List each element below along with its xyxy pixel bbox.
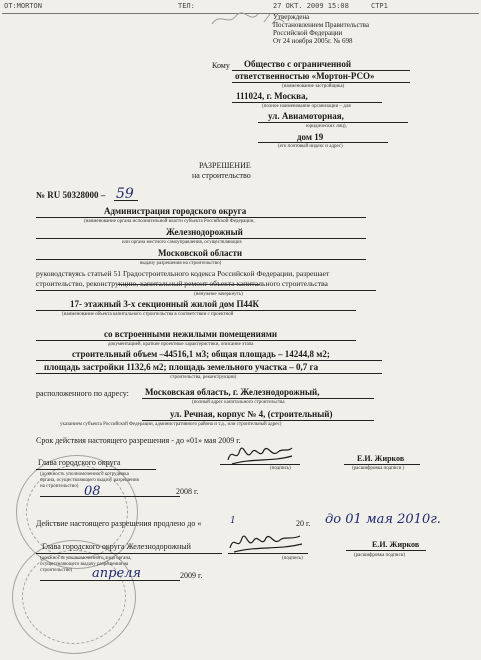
underline: [40, 496, 180, 497]
issuer-caption3: выдачу разрешения на строительство): [140, 261, 222, 266]
location-addr2: ул. Речная, корпус № 4, (строительный): [170, 409, 333, 419]
underline: [36, 360, 382, 361]
fax-page: СТР1: [371, 2, 388, 10]
underline: [258, 122, 408, 123]
fax-from: OT:MORTON: [4, 2, 42, 10]
underline: [344, 464, 420, 465]
underline: [232, 82, 410, 83]
underline: [36, 373, 382, 374]
basis-line2: строительство, реконструкцию, капитальный ремонт объекта капитального строительства: [36, 279, 328, 288]
addressee-name2: ответственностью «Мортон-РСО»: [235, 71, 375, 81]
underline: [36, 217, 366, 218]
extension-text: Действие настоящего разрешения продлено до «: [36, 519, 202, 528]
basis-caption: (ненужное зачеркнуть): [194, 292, 243, 297]
addressee-house: дом 19: [297, 132, 324, 142]
extension-date-handwritten: до 01 мая 2010г.: [325, 512, 441, 527]
permit-number: № RU 50328000 –: [36, 190, 106, 200]
signature2-name-caption: (расшифровка подписи): [354, 553, 406, 558]
underline: [36, 310, 356, 311]
signature2-sign-caption: (подпись): [282, 556, 303, 561]
addressee-komu: Кому: [212, 61, 230, 70]
addressee-street: ул. Авиамоторная,: [268, 111, 344, 121]
underline: [232, 102, 382, 103]
location-label: расположенного по адресу:: [36, 389, 129, 398]
object-name: 17- этажный 3-х секционный жилой дом П44К: [70, 299, 260, 309]
location-caption1: (полный адрес капитального строительства: [192, 400, 285, 405]
signature2-date-handwritten: апреля: [92, 566, 142, 581]
issuer-caption2: или органа местного самоуправления, осуществляющих: [122, 240, 243, 245]
approval-line4: От 24 ноября 2005г. № 698: [273, 37, 353, 45]
object-caption3: строительства, реконструкции): [170, 375, 237, 380]
basis-line1: руководствуясь статьей 51 Градостроительного кодекса Российской Федерации, разрешает: [36, 269, 330, 278]
extension-day-handwritten: 1: [230, 516, 236, 526]
underline: [114, 200, 138, 201]
object-line2: со встроенными нежилыми помещениями: [104, 329, 278, 339]
approval-line1: Утверждена: [273, 13, 310, 21]
underline: [220, 464, 300, 465]
underline: [346, 550, 426, 551]
approval-line3: Российской Федерации: [273, 29, 343, 37]
addressee-caption2: юридических лиц),: [306, 124, 347, 129]
object-line4: площадь застройки 1132,6 м2; площадь земельного участка – 0,7 га: [44, 362, 319, 372]
addressee-name-caption: (наименование застройщика): [282, 84, 345, 89]
issuer-district: Железнодорожный: [166, 227, 243, 237]
addressee-caption1: (полное наименование организации – для: [262, 104, 351, 109]
signature1-position: Глава городского округа: [38, 458, 121, 467]
issuer-name: Администрация городского округа: [104, 206, 247, 216]
addressee-name1: Общество с ограниченной: [244, 59, 352, 69]
underline: [142, 398, 374, 399]
issuer-region: Московской области: [158, 248, 243, 258]
addressee-city: 111024, г. Москва,: [236, 91, 308, 101]
location-caption2: указанием субъекта Российской Федерации, административного района и т.д., или строительный адрес): [60, 422, 282, 427]
underline: [36, 469, 156, 470]
signature1-sign-caption: (подпись): [270, 466, 291, 471]
permit-number-handwritten: 59: [116, 186, 134, 202]
signature2-position: Глава городского округа Железнодорожный: [42, 542, 191, 551]
object-line3: строительный объем –44516,1 м3; общая площадь – 14244,8 м2;: [72, 349, 330, 359]
signature1-year: 2008 г.: [176, 487, 199, 496]
underline: [36, 553, 222, 554]
underline: [36, 238, 366, 239]
signature2-year: 2009 г.: [180, 571, 203, 580]
document-title: РАЗРЕШЕНИЕ: [199, 161, 251, 170]
signature1-name-caption: (расшифровка подписи ): [352, 466, 405, 471]
object-caption1: (наименование объекта капитального строительства в соответствии с проектной: [62, 312, 234, 317]
location-addr1: Московская область, г. Железнодорожный,: [145, 387, 320, 397]
approval-line2: Постановлением Правительства: [273, 21, 369, 29]
fax-tel: ТЕЛ:: [178, 2, 195, 10]
underline: [142, 420, 374, 421]
document-subtitle: на строительство: [192, 171, 251, 180]
underline: [36, 259, 366, 260]
issuer-caption1: (наименование органа исполнительной власти субъекта Российской Федерации,: [84, 219, 255, 224]
signature2-post-caption: (должность уполномоченного лица органа, осуществляющего выдачу разрешения на строительство): [40, 556, 132, 573]
signature2-name: Е.И. Жирков: [372, 540, 420, 549]
underline: [36, 340, 356, 341]
underline: [36, 290, 376, 291]
addressee-caption3: (его почтовый индекс и адрес): [278, 144, 343, 149]
strikethrough-line: [118, 284, 260, 285]
signature1-post-caption: (должность уполномоченного сотрудника органа, осуществляющего выдачу разрешения на строительство): [40, 472, 139, 489]
validity-text: Срок действия настоящего разрешения - до «01» мая 2009 г.: [36, 436, 241, 445]
underline: [258, 142, 388, 143]
signature1-date-handwritten: 08: [84, 484, 101, 499]
fax-datetime: 27 ОКТ. 2009 15:08: [273, 2, 349, 10]
extension-year-suffix: 20 г.: [296, 519, 311, 528]
signature1-name: Е.И. Жирков: [357, 454, 405, 463]
underline: [228, 553, 308, 554]
object-caption2: документацией, краткие проектные характеристики, описание этапа: [108, 342, 254, 347]
underline: [40, 580, 180, 581]
